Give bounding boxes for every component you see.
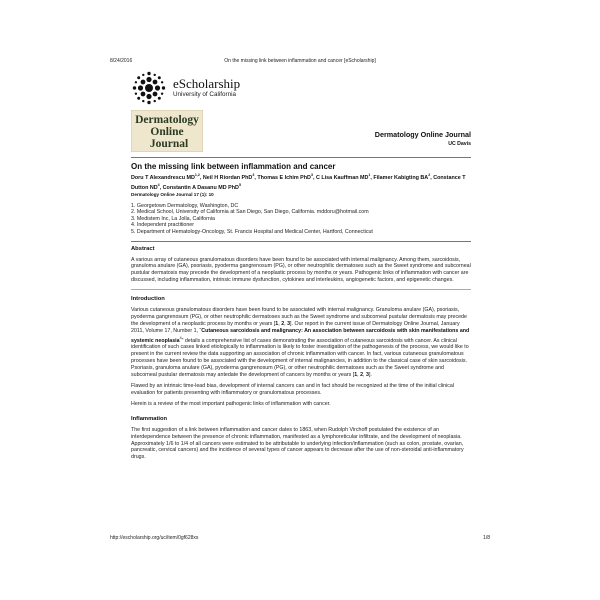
abstract-divider [131,289,471,290]
affiliation-item: 5. Department of Hematology-Oncology, St. Francis Hospital and Medical Center, Hartford, Connecticut [131,228,373,235]
author-affil-ref: 4 [157,182,160,187]
introduction-heading: Introduction [131,296,165,303]
affiliation-item: 1. Georgetown Dermatology, Washington, DC [131,202,239,209]
escholarship-header[interactable] [131,70,471,106]
intro-text: Our report in the current issue of Dermatology Online Journal, January 2011, Volume 17, Number 1, “ [131,321,460,334]
affiliation-item: 4. Independent practitioner [131,222,195,229]
escholarship-brand: eScholarship [173,76,241,91]
abstract-heading: Abstract [131,245,155,252]
author-separator: , [159,184,163,191]
abstract-text: A various array of cutaneous granulomatous disorders have been found to be associated with internal malignancy. Among them, sarcoidosis, granuloma anulare (GA), psoriasis, pyoderma gangrenosum (PG), or other neutrophilic dermatoses such as the Sweet syndrome and subcorneal pustular dermatosis may precede the development of a neoplastic process by months or years. Pathogenic links of inflammation with cancer are discussed, including inflammation, intrinsic immune dysfunction, cytokines and interleukins, angiogenetic factors, and epigenetic changes. [131,256,471,284]
author[interactable]: Thomas E Ichim PhD [257,174,311,181]
author-affil-ref: 1 [368,173,371,177]
article-title: On the missing link between inflammation and cancer [131,162,336,171]
citation-link[interactable]: 1 [354,372,358,379]
affiliations-divider [131,241,471,242]
affiliations-list [131,203,471,236]
article-citation: Dermatology Online Journal 17 (1): 10 [131,191,214,197]
author[interactable]: Doru T Alexandrescu MD [131,174,195,181]
author[interactable]: Filamer Kabigting BA [373,174,429,181]
affiliation-item: 3. Medistem Inc, La Jolla, California [131,215,215,222]
citation-link[interactable]: 3 [287,321,291,327]
referenced-article-title[interactable]: Cutaneous sarcoidosis and malignancy: An association between sarcoidosis with skin manifestations and systemic neoplasia [131,327,470,344]
intro-text: details a comprehensive list of cases demonstrating the association of cutaneous sarcoidosis with cancer. As clinical identification of such cases linked etiologically to inflammation is likely to foster investigation of the pathogenesis of the process, we would like to present in the current review the data supporting an association of chronic inflammation with cancer. In fact, various cutaneous granulomatous processes have been found to be associated with the development of internal malignancies, in addition to the classical case of skin sarcoidosis. Psoriasis, granuloma anulare (GA), pyoderma gangrenosum (PG), or other neutrophilic dermatoses such as the Sweet syndrome and subcorneal pustular dermatosis may antedate the development of cancers by months or years [ [131,337,469,379]
print-date: 8/24/2016 [110,58,133,64]
article-authors [131,172,471,192]
logo-line-1: Dermatology [135,114,199,126]
print-page-number: 1/8 [483,535,490,541]
introduction-paragraph-1: Various cutaneous granulomatous disorders have been found to be associated with internal malignancy. Granuloma anulare (GA), psoriasis, pyoderma gangrenosum (PG), or other neutrophilic dermatoses such as the Sweet syndrome and subcorneal pustular dermatosis may precede the development of a neoplastic process by months or years [1, 2, 3]. Our report in the current issue of Dermatology Online Journal, January 2011, Volume 17, Number 1, “Cutaneous sarcoidosis and malignancy: An association between sarcoidosis with skin manifestations and systemic neoplasia$^4$” details a comprehensive list of cases demonstrating the association of cutaneous sarcoidosis with cancer. As clinical identification of such cases linked etiologically to inflammation is likely to foster investigation of the pathogenesis of the process, we would like to present in the current review the data supporting an association of chronic inflammation with cancer. In fact, various cutaneous granulomatous processes have been found to be associated with the development of internal malignancies, in addition to the classical case of skin sarcoidosis. Psoriasis, granuloma anulare (GA), pyoderma gangrenosum (PG), or other neutrophilic dermatoses such as the Sweet syndrome and subcorneal pustular dermatosis may antedate the development of cancers by months or years [1, 2, 3]. [131,307,470,379]
author-separator: , [430,174,434,181]
intro-text: Various cutaneous granulomatous disorders have been found to be associated with internal malignancy. Granuloma anulare (GA), psoriasis, pyoderma gangrenosum (PG), or other neutrophilic dermatoses such as the Sweet syndrome and subcorneal pustular dermatosis may precede the development of a neoplastic process by months or years [ [131,307,467,327]
citation-link[interactable]: 2 [281,321,285,327]
author-affil-ref: 1,2 [194,173,200,177]
print-url[interactable]: http://escholarship.org/uc/item/0gf628xs [110,535,199,541]
author-affil-ref: 5 [238,182,241,187]
inflammation-paragraph: The first suggestion of a link between inflammation and cancer dates to 1863, when Rudolph Virchoff postulated the existence of an interdependence between the presence of chronic inflammation, manifested as a lymphoreticular infiltrate, and the development of neoplasia. Approximately 1/6 to 1/4 of all cancers were estimated to be attributable to underlying infection/inflammation (such as colon, prostate, ovarian, pancreatic, cervical cancers) and the incidence of several types of cancer appears to decrease after the use of non-steroidal anti-inflammatory drugs. [131,426,464,461]
journal-campus: UC Davis [448,141,471,147]
introduction-paragraph-3: Herein is a review of the most important pathogenic links of inflammation with cancer. [131,400,331,407]
citation-link[interactable]: 1 [275,321,279,327]
author-separator: , [370,174,374,181]
author-affil-ref: 3 [252,173,255,177]
logo-line-2: Online [150,126,184,138]
author-affil-ref: 2 [428,173,431,177]
dermatology-online-journal-logo[interactable] [131,110,203,152]
journal-name: Dermatology Online Journal [374,130,471,139]
author-affil-ref: 3 [310,173,313,177]
author-separator: , [312,174,316,181]
author[interactable]: Constance T Dutton ND [131,174,466,191]
escholarship-logo-icon [131,70,167,106]
author[interactable]: Neil H Riordan PhD [202,174,253,181]
article-content [131,70,471,461]
author-separator: , [199,174,203,181]
header-divider [131,157,471,158]
author[interactable]: Constantin A Dasanu MD PhD [162,184,239,191]
citation-sup[interactable]: 4 [179,335,182,340]
inflammation-heading: Inflammation [131,415,168,422]
logo-line-3: Journal [149,138,189,150]
escholarship-org: University of California [173,91,236,98]
affiliation-item: 2. Medical School, University of California at San Diego, San Diego, California. mddoru@hotmail.com [131,209,369,216]
citation-link[interactable]: 2 [360,372,364,379]
citation-link[interactable]: 3 [366,372,369,379]
introduction-paragraph-2: Flawed by an intrinsic time-lead bias, development of internal cancers can and in fact should be recognized at the time of the initial clinical evaluation for patients presenting with inflammatory or granulomatous processes. [131,383,454,396]
print-page-title: On the missing link between inflammation and cancer [eScholarship] [224,58,376,64]
journal-header [131,110,471,152]
author-separator: , [254,174,258,181]
author[interactable]: C Lisa Kauffman MD [315,174,369,181]
